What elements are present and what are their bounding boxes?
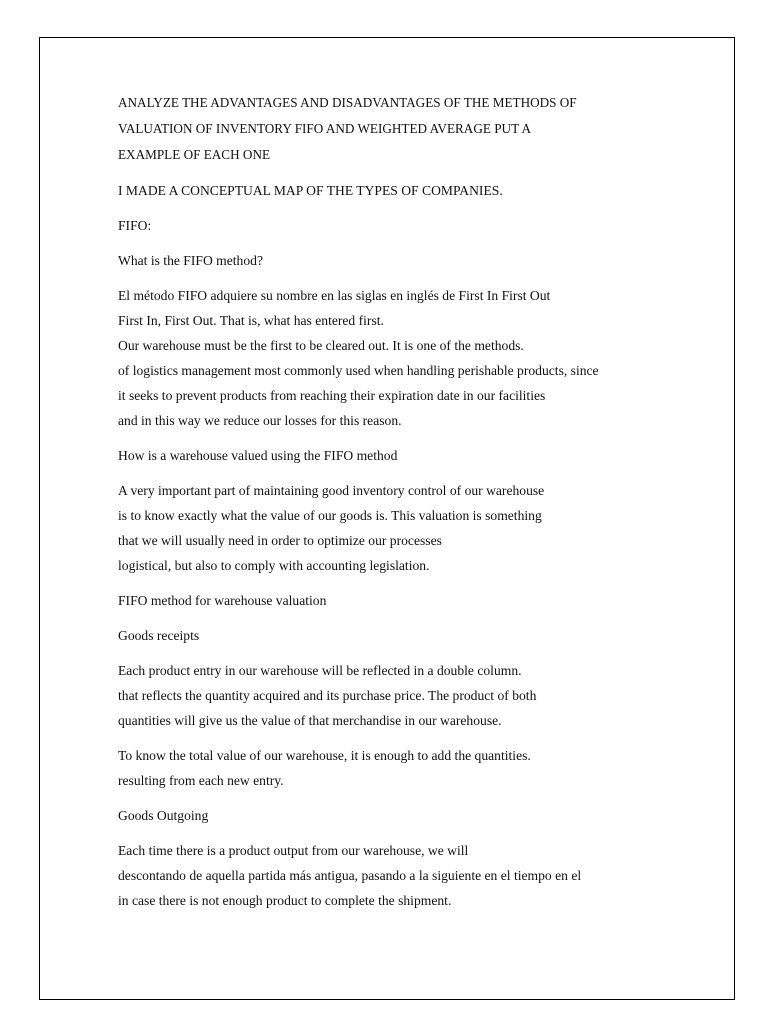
- paragraph-line: of logistics management most commonly used when handling perishable products, since: [118, 363, 599, 378]
- paragraph-line: quantities will give us the value of that merchandise in our warehouse.: [118, 713, 502, 728]
- title-line: EXAMPLE OF EACH ONE: [118, 147, 271, 162]
- paragraph-line: that we will usually need in order to optimize our processes: [118, 533, 442, 548]
- document-body: [118, 90, 718, 923]
- paragraph-line: it seeks to prevent products from reaching their expiration date in our facilities: [118, 388, 546, 403]
- total-paragraph: [118, 743, 718, 793]
- paragraph-line: El método FIFO adquiere su nombre en las siglas en inglés de First In First Out: [118, 288, 551, 303]
- paragraph-line: First In, First Out. That is, what has entered first.: [118, 313, 384, 328]
- title-line: ANALYZE THE ADVANTAGES AND DISADVANTAGES OF THE METHODS OF: [118, 95, 577, 110]
- fifo-intro-paragraph: [118, 283, 718, 433]
- title-line: VALUATION OF INVENTORY FIFO AND WEIGHTED AVERAGE PUT A: [118, 121, 531, 136]
- paragraph-line: is to know exactly what the value of our goods is. This valuation is something: [118, 508, 542, 523]
- paragraph-line: in case there is not enough product to complete the shipment.: [118, 893, 452, 908]
- method-heading: FIFO method for warehouse valuation: [118, 593, 327, 608]
- document-page: [39, 37, 735, 1000]
- paragraph-line: logistical, but also to comply with accounting legislation.: [118, 558, 430, 573]
- paragraph-line: resulting from each new entry.: [118, 773, 284, 788]
- paragraph-line: To know the total value of our warehouse, it is enough to add the quantities.: [118, 748, 531, 763]
- valuation-paragraph: [118, 478, 718, 578]
- receipts-heading: Goods receipts: [118, 628, 200, 643]
- valuation-heading: How is a warehouse valued using the FIFO method: [118, 448, 398, 463]
- paragraph-line: Our warehouse must be the first to be cleared out. It is one of the methods.: [118, 338, 524, 353]
- paragraph-line: Each time there is a product output from our warehouse, we will: [118, 843, 469, 858]
- concept-map-line: I MADE A CONCEPTUAL MAP OF THE TYPES OF COMPANIES.: [118, 183, 503, 198]
- fifo-heading: FIFO:: [118, 218, 152, 233]
- paragraph-line: A very important part of maintaining good inventory control of our warehouse: [118, 483, 545, 498]
- outgoing-heading: Goods Outgoing: [118, 808, 209, 823]
- document-title: [118, 90, 718, 168]
- outgoing-paragraph: [118, 838, 718, 913]
- question-heading: What is the FIFO method?: [118, 253, 263, 268]
- paragraph-line: descontando de aquella partida más antigua, pasando a la siguiente en el tiempo en el: [118, 868, 582, 883]
- paragraph-line: Each product entry in our warehouse will be reflected in a double column.: [118, 663, 522, 678]
- paragraph-line: that reflects the quantity acquired and its purchase price. The product of both: [118, 688, 537, 703]
- receipts-paragraph: [118, 658, 718, 733]
- paragraph-line: and in this way we reduce our losses for this reason.: [118, 413, 402, 428]
